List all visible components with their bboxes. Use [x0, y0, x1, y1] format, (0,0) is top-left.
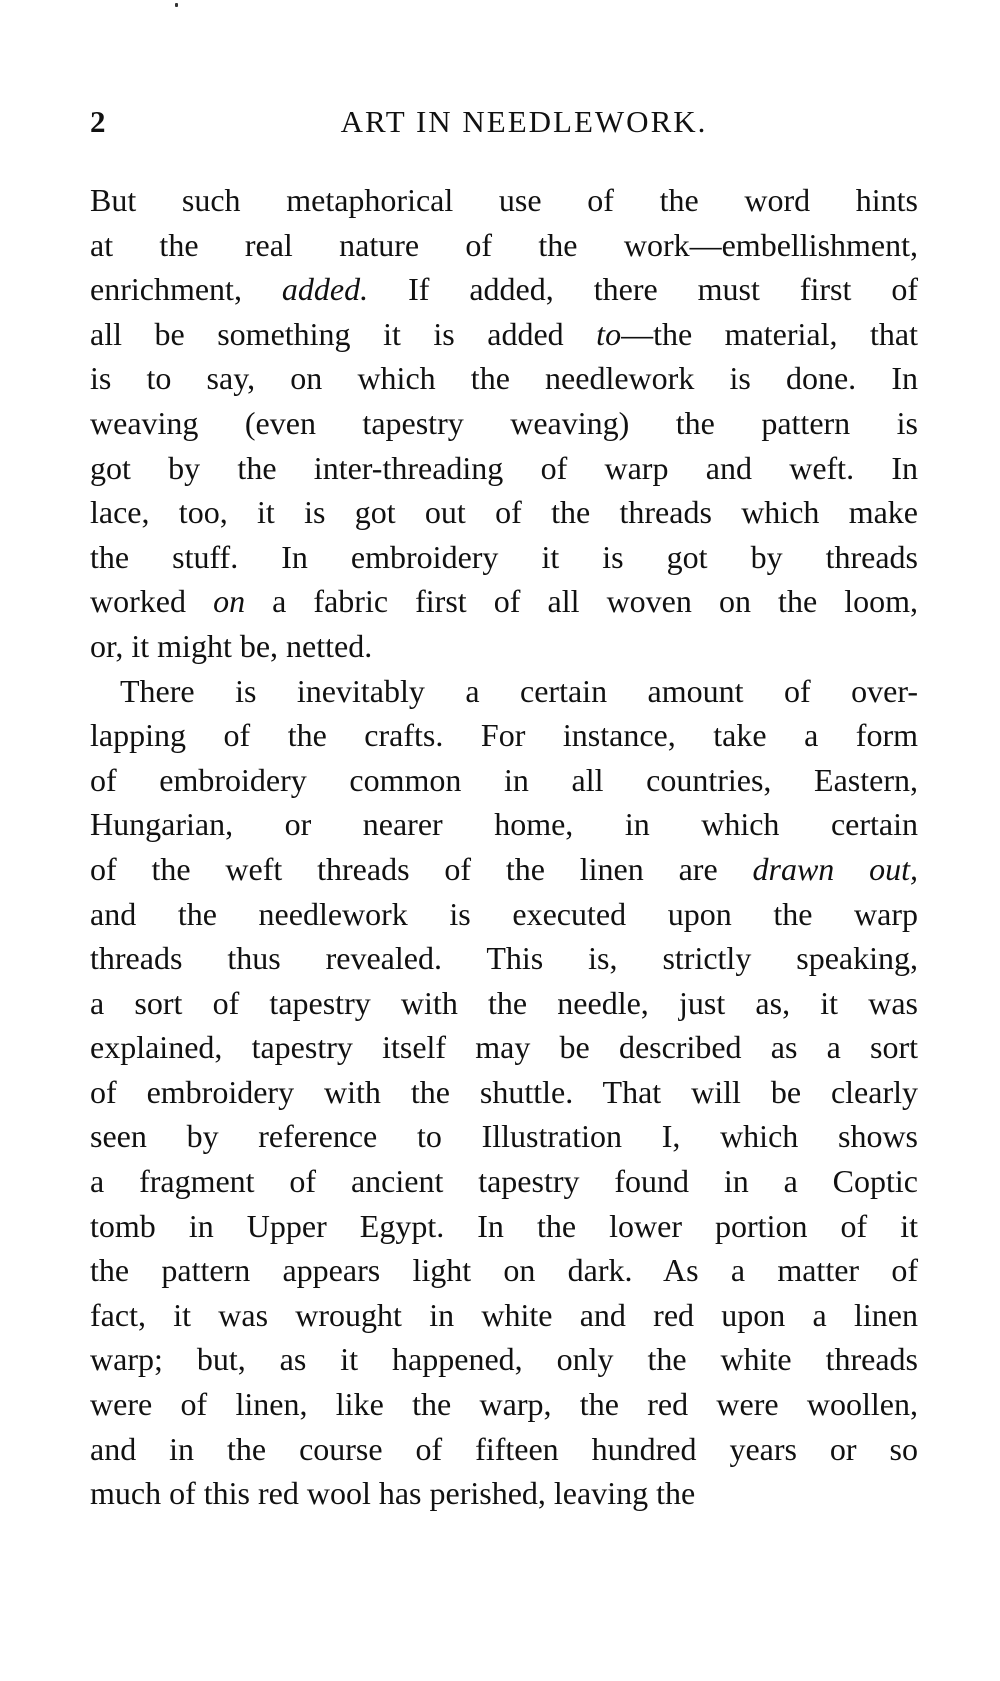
- text-run: But such metaphorical use of the word hints: [90, 182, 918, 218]
- paragraph: [90, 669, 918, 1516]
- text-run: warp; but, as it happened, only the white threads: [90, 1341, 918, 1378]
- text-line: [90, 1204, 918, 1249]
- text-run: worked: [90, 583, 214, 620]
- text-run: much of this red wool has perished, leaving the: [90, 1475, 696, 1512]
- text-line: [90, 446, 918, 491]
- page-header: [90, 102, 918, 142]
- text-line: [90, 1159, 918, 1204]
- italic-text: added.: [281, 271, 369, 308]
- text-run: explained, tapestry itself may be described as a sort: [90, 1029, 918, 1066]
- text-line: [90, 713, 918, 758]
- italic-text: drawn out,: [752, 850, 919, 887]
- text-run: weaving (even tapestry weaving) the pattern is: [90, 404, 918, 441]
- text-run: of embroidery common in all countries, Eastern,: [90, 761, 918, 798]
- text-line: [90, 490, 918, 535]
- text-run: at the real nature of the work—embellishment,: [90, 226, 918, 263]
- text-run: and in the course of fifteen hundred years or so: [90, 1430, 918, 1467]
- stray-ink-mark: [175, 3, 178, 7]
- text-line: [90, 312, 918, 357]
- text-run: and the needlework is executed upon the warp: [90, 895, 918, 932]
- text-run: the stuff. In embroidery it is got by threads: [90, 538, 918, 575]
- text-run: fact, it was wrought in white and red upon a linen: [90, 1296, 918, 1333]
- text-run: of embroidery with the shuttle. That will be clearly: [90, 1073, 918, 1110]
- text-line: [90, 356, 918, 401]
- text-line: [90, 936, 918, 981]
- text-run: enrichment,: [90, 271, 282, 308]
- text-run: There is inevitably a certain amount of over-: [120, 672, 918, 709]
- text-run: lace, too, it is got out of the threads which make: [90, 494, 918, 531]
- text-line: [90, 579, 918, 624]
- text-line: [90, 1025, 918, 1070]
- text-line: [90, 802, 918, 847]
- text-line: [90, 401, 918, 446]
- page-number: 2: [90, 104, 106, 139]
- text-run: were of linen, like the warp, the red were woollen,: [90, 1386, 918, 1423]
- text-run: of the weft threads of the linen are: [90, 850, 753, 887]
- text-line: [90, 1293, 918, 1338]
- text-run: or, it might be, netted.: [90, 627, 373, 664]
- text-line: [90, 669, 918, 714]
- italic-text: on: [213, 583, 246, 620]
- text-run: all be something it is added: [90, 315, 597, 352]
- text-line: [90, 535, 918, 580]
- text-line: [90, 758, 918, 803]
- text-run: got by the inter-threading of warp and weft. In: [90, 449, 918, 486]
- running-head: ART IN NEEDLEWORK.: [340, 104, 708, 139]
- text-line: [90, 1248, 918, 1293]
- italic-text: to: [596, 315, 622, 352]
- text-line: [90, 267, 918, 312]
- text-line: [90, 847, 918, 892]
- text-line: [90, 1114, 918, 1159]
- text-line: [90, 1337, 918, 1382]
- text-run: a fragment of ancient tapestry found in a Coptic: [90, 1163, 918, 1200]
- text-run: —the material, that: [621, 315, 919, 352]
- text-run: is to say, on which the needlework is done. In: [90, 360, 918, 397]
- text-line: [90, 624, 918, 669]
- text-line: [90, 178, 918, 223]
- text-run: threads thus revealed. This is, strictly speaking,: [90, 940, 918, 977]
- text-line: [90, 223, 918, 268]
- text-run: Hungarian, or nearer home, in which certain: [90, 806, 918, 843]
- text-line: [90, 1382, 918, 1427]
- body-text: [90, 178, 918, 1516]
- paragraph: [90, 178, 918, 669]
- text-line: [90, 892, 918, 937]
- text-run: the pattern appears light on dark. As a matter of: [90, 1252, 918, 1289]
- text-run: a fabric first of all woven on the loom,: [245, 583, 919, 620]
- text-run: lapping of the crafts. For instance, take a form: [90, 717, 918, 754]
- text-run: tomb in Upper Egypt. In the lower portion of it: [90, 1207, 918, 1244]
- text-line: [90, 1070, 918, 1115]
- text-run: a sort of tapestry with the needle, just as, it was: [90, 984, 918, 1021]
- text-line: [90, 1471, 918, 1516]
- text-run: If added, there must first of: [368, 271, 919, 308]
- text-line: [90, 1427, 918, 1472]
- text-line: [90, 981, 918, 1026]
- text-run: seen by reference to Illustration I, which shows: [90, 1118, 918, 1155]
